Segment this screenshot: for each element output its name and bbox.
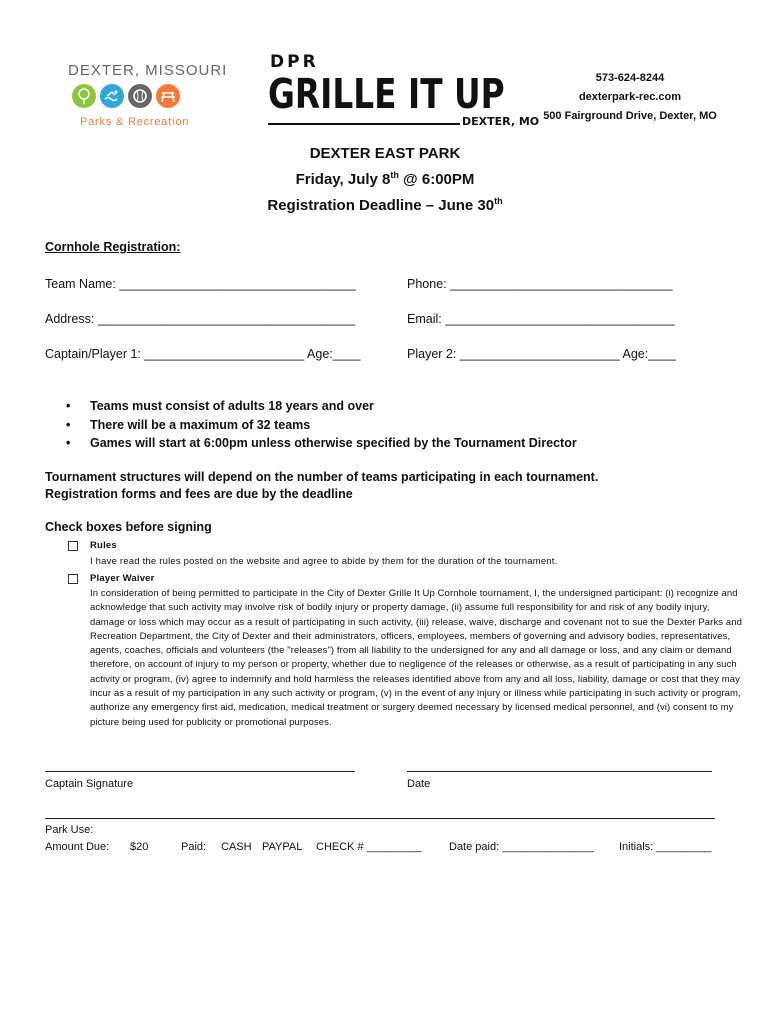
logo-location: DEXTER, MO [462, 115, 540, 128]
captain-signature-label: Captain Signature [45, 778, 134, 790]
rules-checkbox[interactable] [68, 541, 78, 551]
rules-text: I have read the rules posted on the website and agree to abide by them for the duration of the tournament. [90, 556, 558, 567]
waiver-label: Player Waiver [90, 573, 155, 584]
rules-list [66, 397, 577, 453]
checkbox-heading: Check boxes before signing [45, 520, 212, 534]
paypal-option: PAYPAL [262, 841, 303, 853]
player2-field[interactable]: Player 2: _______________________ Age:____ [407, 347, 677, 361]
picnic-table-icon [156, 84, 180, 108]
initials-field[interactable]: Initials: _________ [619, 841, 712, 853]
check-number-field[interactable]: CHECK # _________ [316, 841, 422, 853]
park-use-label: Park Use: [45, 824, 94, 836]
date-paid-field[interactable]: Date paid: _______________ [449, 841, 594, 853]
registration-deadline: Registration Deadline – June 30th [267, 196, 503, 214]
waiver-text: In consideration of being permitted to participate in the City of Dexter Grille It Up Cornhole tournament, I, the undersigned participant: (i) recognize and acknowledge that such activity may involve risk of bodily injury or property damage, (ii) assume full responsibility for and risk of any bodily injury, damage or loss which may occur as a result of participating in such activity, (iii) release, waive, discharge and covenant not to sue the Dexter Parks and Recreation Department, the City of Dexter and their administrators, officers, employees, members of governing and advisory bodies, representatives, agents, coaches, officials and volunteers (the "releases") from all liability to the undersigned for any and all damage or loss, and any claim or demand therefore, on account of injury to my person or property, whether due to negligence of the releases or otherwise, as a result of participating in any such activity or program, (iv) agree to indemnify and hold harmless the releases identified above from any and all loss, liability, damage or cost that they may incur as a result of my participation in any such activity or program, (v) in the event of any injury or illness while participating in such activity or program, authorize any emergency first aid, medication, medical treatment or surgery deemed necessary by licensed medical personnel, and (vi) consent to my picture being used for publicity or promotional purposes. [90, 588, 743, 728]
captain-signature-line[interactable] [45, 771, 355, 772]
list-item: • Teams must consist of adults 18 years and over [66, 399, 374, 413]
swimmer-icon [100, 84, 124, 108]
phone-field[interactable]: Phone: ________________________________ [407, 277, 673, 291]
grille-it-up-logo [268, 52, 540, 130]
event-date: Friday, July 8th @ 6:00PM [295, 170, 475, 188]
email-field[interactable]: Email: _________________________________ [407, 312, 675, 326]
form-heading: Cornhole Registration: [45, 240, 181, 254]
logo-underline [268, 123, 460, 125]
logo-title: DEXTER, MISSOURI [68, 62, 228, 79]
contact-phone: 573-624-8244 [595, 72, 665, 84]
logo-subtitle: Parks & Recreation [80, 116, 190, 128]
list-item: • There will be a maximum of 32 teams [66, 417, 311, 432]
baseball-icon [128, 84, 152, 108]
team-name-field[interactable]: Team Name: __________________________________ [45, 277, 356, 291]
captain-field[interactable]: Captain/Player 1: _______________________ Age:____ [45, 347, 361, 361]
tree-icon [72, 84, 96, 108]
date-line[interactable] [407, 771, 712, 772]
rules-label: Rules [90, 540, 117, 551]
cash-option: CASH [221, 841, 252, 853]
paid-label: Paid: [181, 841, 207, 853]
divider [45, 818, 715, 819]
contact-website: dexterpark-rec.com [578, 91, 682, 103]
date-label: Date [407, 778, 431, 790]
contact-info [530, 69, 730, 126]
contact-address: 500 Fairground Drive, Dexter, MO [543, 110, 717, 122]
dexter-parks-logo [60, 62, 228, 132]
logo-dpr: DPR [270, 52, 319, 72]
note-structure: Tournament structures will depend on the number of teams participating in each tournament. [45, 470, 599, 484]
waiver-checkbox[interactable] [68, 574, 78, 584]
logo-main-title: GRILLE IT UP [268, 70, 505, 118]
event-venue: DEXTER EAST PARK [309, 145, 461, 162]
amount-value: $20 [130, 841, 149, 853]
address-field[interactable]: Address: _____________________________________ [45, 312, 356, 326]
note-deadline: Registration forms and fees are due by the deadline [45, 487, 353, 501]
list-item: • Games will start at 6:00pm unless otherwise specified by the Tournament Director [66, 436, 577, 450]
amount-due-label: Amount Due: [45, 841, 110, 853]
